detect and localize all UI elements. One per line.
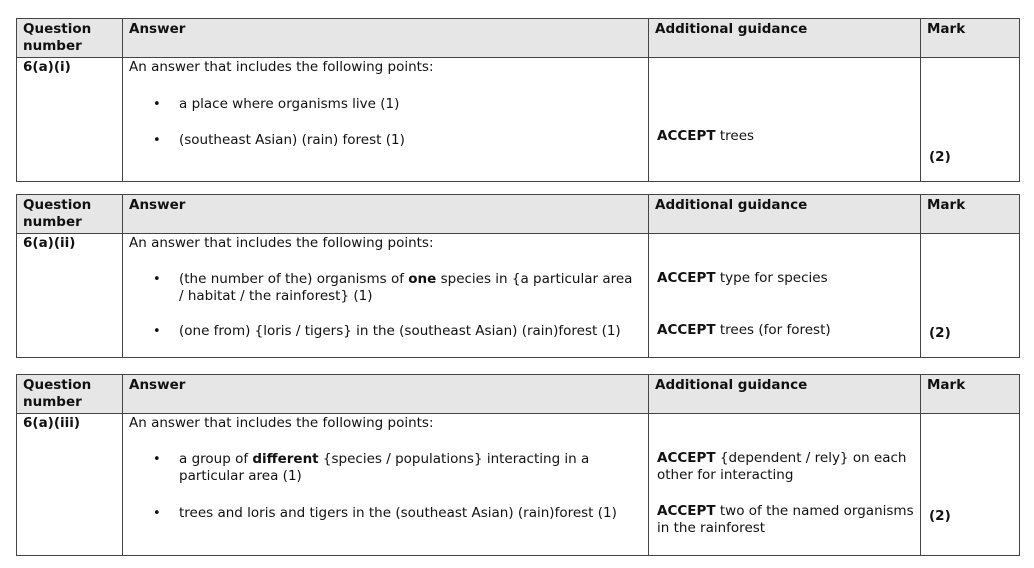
answer-cell	[123, 58, 649, 182]
mark-value: (2)	[929, 508, 951, 524]
question-number-cell	[17, 234, 123, 358]
mark-value: (2)	[929, 149, 951, 165]
answer-header: Answer	[123, 19, 649, 58]
guidance-note: ACCEPT {dependent / rely} on each other for interacting	[657, 450, 907, 483]
question-number: 6(a)(ii)	[23, 235, 76, 251]
answer-point: (one from) {loris / tigers} in the (southeast Asian) (rain)forest (1)	[179, 323, 621, 339]
question-number: 6(a)(i)	[23, 59, 71, 75]
answer-row	[17, 234, 1020, 358]
mark-header: Mark	[921, 19, 1020, 58]
additional-guidance-header: Additional guidance	[649, 19, 921, 58]
answer-point: a group of different {species / populations} interacting in a particular area (1)	[179, 451, 590, 484]
header-row	[17, 375, 1020, 414]
question-number-cell	[17, 58, 123, 182]
answer-point: (the number of the) organisms of one species in {a particular area / habitat / the rainforest} (1)	[179, 271, 633, 304]
answer-intro: An answer that includes the following points:	[129, 415, 434, 431]
bullet-icon: •	[153, 452, 161, 467]
guidance-note: ACCEPT two of the named organisms in the rainforest	[657, 503, 914, 536]
bullet-icon: •	[153, 97, 161, 112]
bullet-icon: •	[153, 324, 161, 339]
question-number-header: Question number	[17, 19, 123, 58]
additional-guidance-header: Additional guidance	[649, 375, 921, 414]
header-row	[17, 195, 1020, 234]
mark-cell	[921, 58, 1020, 182]
answer-intro: An answer that includes the following points:	[129, 235, 434, 251]
guidance-cell	[649, 234, 921, 358]
bullet-icon: •	[153, 272, 161, 287]
question-number-cell	[17, 414, 123, 556]
bullet-icon: •	[153, 506, 161, 521]
mark-value: (2)	[929, 325, 951, 341]
mark-header: Mark	[921, 375, 1020, 414]
mark-scheme-table-6aii	[16, 194, 1020, 358]
mark-cell	[921, 234, 1020, 358]
guidance-cell	[649, 414, 921, 556]
answer-header: Answer	[123, 195, 649, 234]
guidance-cell	[649, 58, 921, 182]
question-number-header: Question number	[17, 195, 123, 234]
answer-point: trees and loris and tigers in the (southeast Asian) (rain)forest (1)	[179, 505, 617, 521]
header-row	[17, 19, 1020, 58]
answer-cell	[123, 234, 649, 358]
answer-point: a place where organisms live (1)	[179, 96, 400, 112]
question-number: 6(a)(iii)	[23, 415, 81, 431]
mark-cell	[921, 414, 1020, 556]
question-number-header: Question number	[17, 375, 123, 414]
additional-guidance-header: Additional guidance	[649, 195, 921, 234]
guidance-note: ACCEPT type for species	[657, 270, 828, 286]
mark-scheme-table-6ai	[16, 18, 1020, 182]
guidance-note: ACCEPT trees (for forest)	[657, 322, 831, 338]
mark-scheme-table-6aiii	[16, 374, 1020, 556]
answer-cell	[123, 414, 649, 556]
answer-header: Answer	[123, 375, 649, 414]
answer-intro: An answer that includes the following points:	[129, 59, 434, 75]
bullet-icon: •	[153, 133, 161, 148]
guidance-note: ACCEPT trees	[657, 128, 755, 144]
answer-row	[17, 414, 1020, 556]
mark-header: Mark	[921, 195, 1020, 234]
answer-point: (southeast Asian) (rain) forest (1)	[179, 132, 405, 148]
answer-row	[17, 58, 1020, 182]
